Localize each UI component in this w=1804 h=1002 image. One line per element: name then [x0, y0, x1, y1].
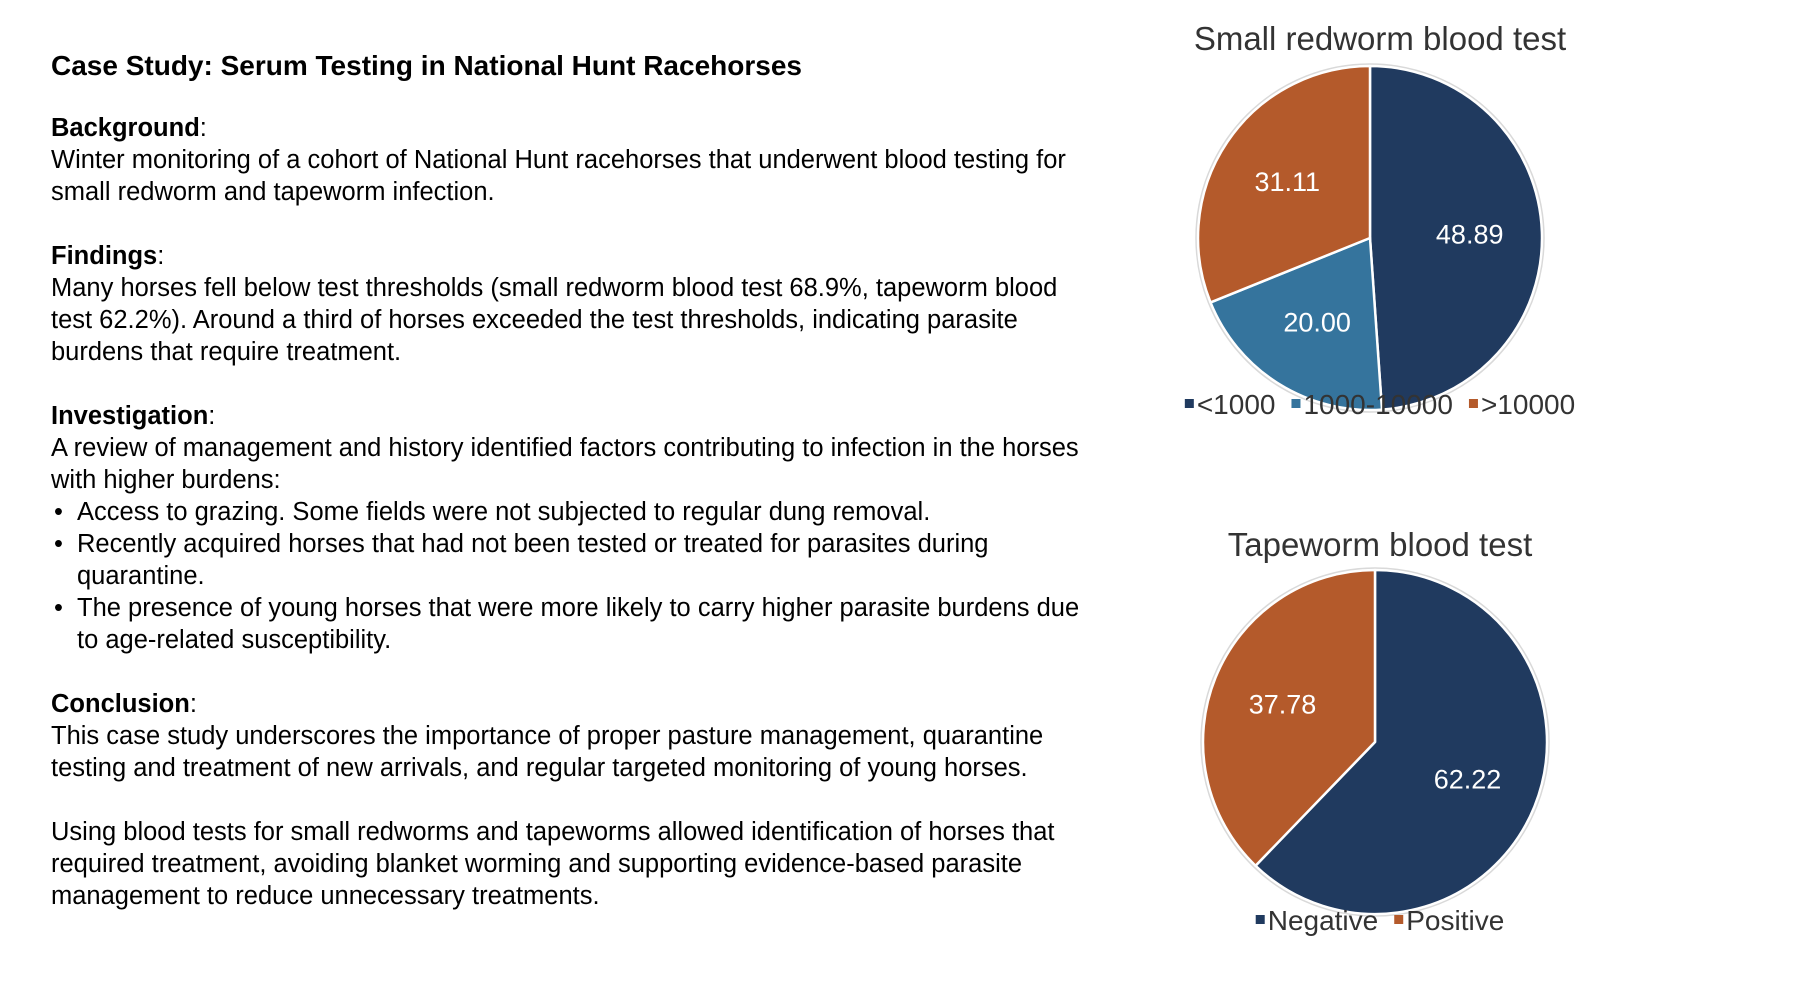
background-heading: Background — [51, 114, 200, 142]
legend-swatch — [1256, 915, 1265, 924]
small-redworm-pie-svg — [1150, 14, 1610, 434]
background-section: Background: Winter monitoring of a cohort of National Hunt racehorses that underwent blood testing for small redworm and tapeworm infection. — [51, 112, 1081, 208]
slice-data-label: 20.00 — [1283, 307, 1351, 338]
legend-label: Negative — [1267, 905, 1379, 936]
slice-data-label: 37.78 — [1248, 689, 1317, 720]
conclusion-section: Conclusion: This case study underscores the importance of proper pasture management, quarantine testing and treatment of new arrivals, and regular targeted monitoring of young horses. — [51, 688, 1081, 784]
legend-label: Positive — [1406, 905, 1505, 936]
findings-heading: Findings — [51, 242, 158, 270]
document-title: Case Study: Serum Testing in National Hunt Racehorses — [51, 50, 802, 81]
legend-label: <1000 — [1196, 389, 1276, 420]
slice-data-label: 62.22 — [1433, 764, 1502, 795]
slice-data-label: 48.89 — [1435, 219, 1504, 250]
tapeworm-pie-svg — [1150, 520, 1610, 940]
legend-swatch — [1394, 915, 1403, 924]
bullet-item: • Access to grazing. Some fields were not subjected to regular dung removal. — [51, 496, 1081, 528]
chart-legend — [1185, 389, 1575, 420]
background-text: Winter monitoring of a cohort of National Hunt racehorses that underwent blood testing for small redworm and tapeworm infection. — [51, 146, 1066, 206]
legend-swatch — [1469, 399, 1478, 408]
conclusion-heading: Conclusion — [51, 690, 190, 718]
bullet-item: • The presence of young horses that were more likely to carry higher parasite burdens due to age-related susceptibility. — [51, 592, 1081, 656]
summary-section — [51, 816, 1081, 912]
investigation-section: Investigation: A review of management and history identified factors contributing to infection in the horses with higher burdens: • Access to grazing. Some fields were not subjected to regular dung removal. • Recently acquired horses that had not been tested or treated for parasites during quarantine. • The presence of young horses that were more likely to carry higher parasite burdens due to age-related susceptibility. — [51, 400, 1081, 656]
chart-title: Small redworm blood test — [1193, 20, 1567, 57]
legend-label: >10000 — [1480, 389, 1576, 420]
tapeworm-pie-chart — [1150, 520, 1610, 940]
legend-swatch — [1185, 399, 1194, 408]
legend-swatch — [1291, 399, 1300, 408]
summary-text: Using blood tests for small redworms and tapeworms allowed identification of horses that required treatment, avoiding blanket worming and supporting evidence-based parasite management to reduce unnecessary treatments. — [51, 818, 1055, 910]
bullet-item: • Recently acquired horses that had not been tested or treated for parasites during quarantine. — [51, 528, 1081, 592]
case-study-text — [51, 48, 1081, 944]
legend-label: 1000-10000 — [1303, 389, 1453, 420]
conclusion-text: This case study underscores the importance of proper pasture management, quarantine testing and treatment of new arrivals, and regular targeted monitoring of young horses. — [51, 722, 1044, 782]
investigation-text: A review of management and history identified factors contributing to infection in the horses with higher burdens: — [51, 434, 1079, 494]
chart-title: Tapeworm blood test — [1227, 526, 1533, 563]
investigation-heading: Investigation — [51, 402, 209, 430]
findings-text: Many horses fell below test thresholds (small redworm blood test 68.9%, tapeworm blood test 62.2%). Around a third of horses exceeded the test thresholds, indicating parasite burdens that require treatment. — [51, 274, 1058, 366]
findings-section: Findings: Many horses fell below test thresholds (small redworm blood test 68.9%, tapeworm blood test 62.2%). Around a third of horses exceeded the test thresholds, indicating parasite burdens that require treatment. — [51, 240, 1081, 368]
small-redworm-pie-chart — [1150, 14, 1610, 434]
slice-data-label: 31.11 — [1254, 167, 1321, 198]
investigation-bullet-list — [51, 496, 1081, 656]
